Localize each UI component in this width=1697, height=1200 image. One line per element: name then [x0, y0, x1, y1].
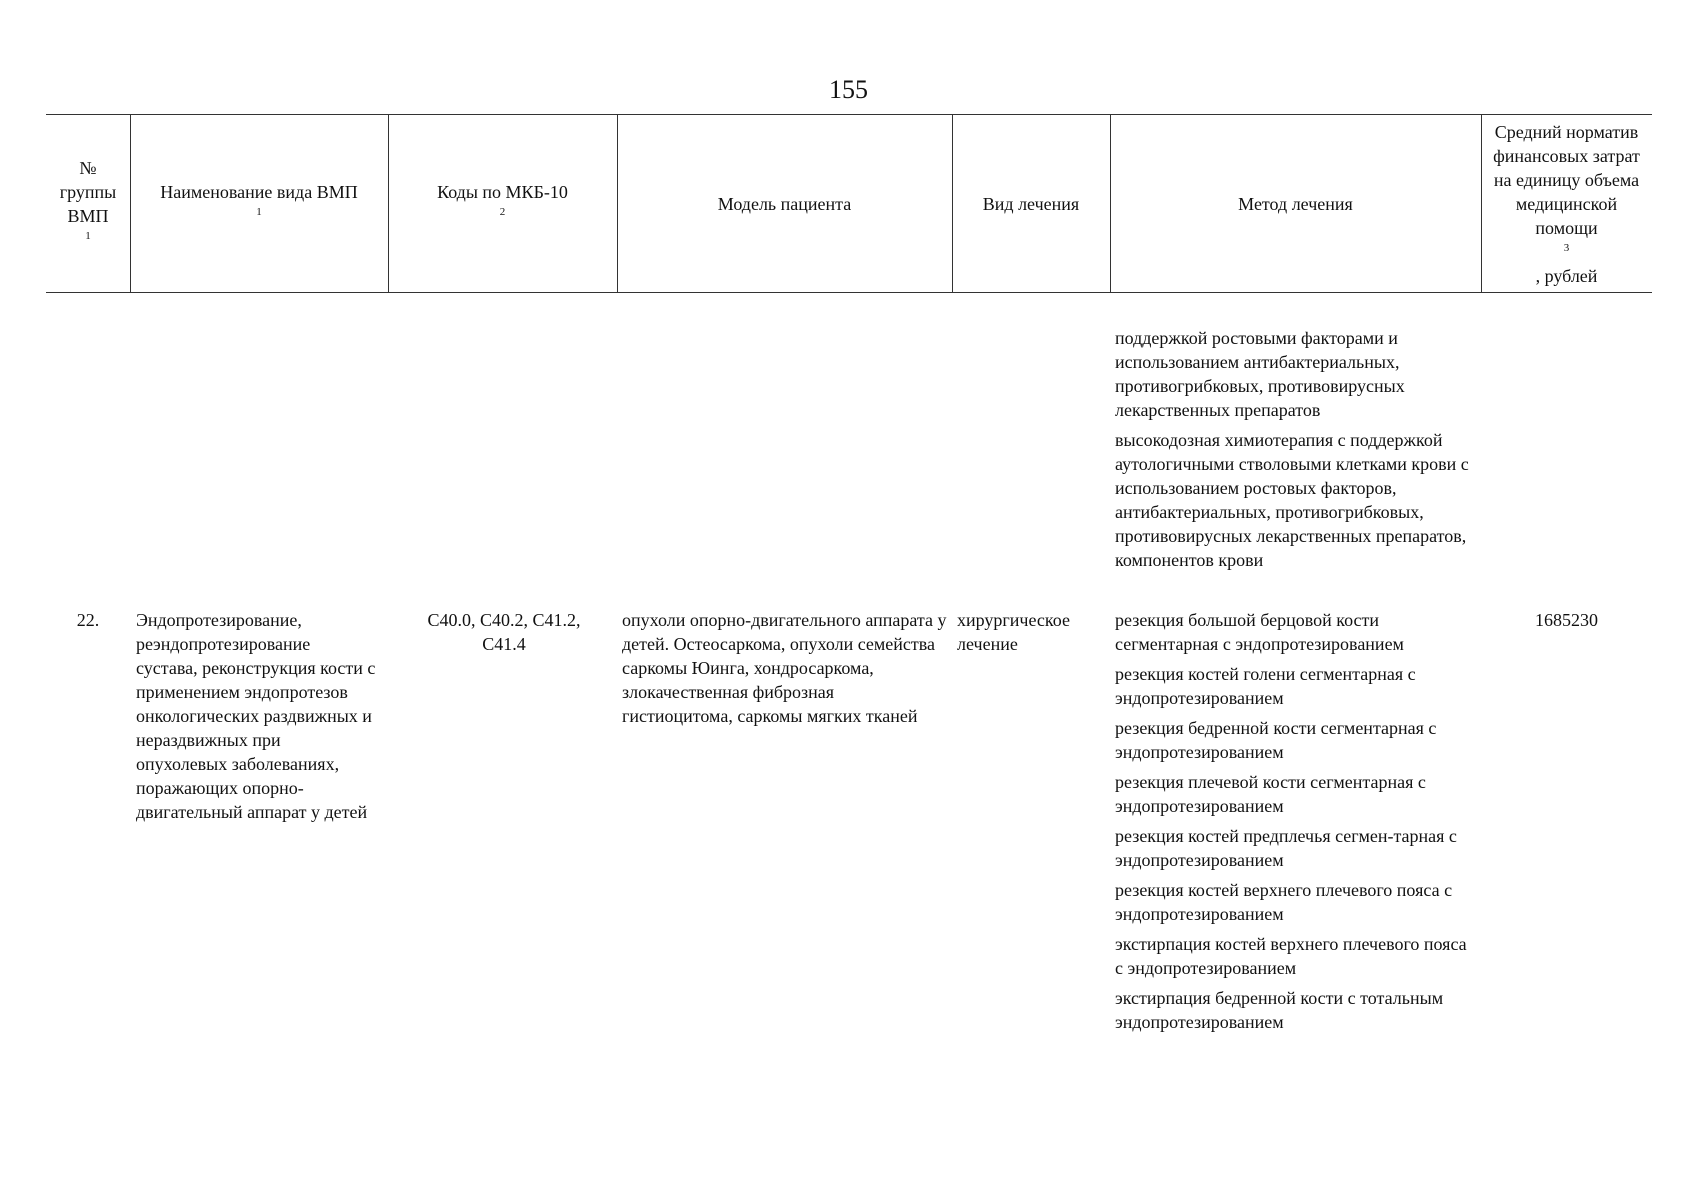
- row-group-number: 22.: [76, 610, 100, 630]
- method-item: резекция костей голени сегментарная с эндопротезированием: [1115, 664, 1416, 708]
- header-group-number: № группы ВМП $^1$: [59, 157, 117, 242]
- method-item: поддержкой ростовыми факторами и использованием антибактериальных, противогрибковых, противовирусных лекарственных препаратов: [1115, 328, 1405, 420]
- row-vmp-name: Эндопротезирование, реэндопротезирование сустава, реконструкция кости с применением эндопротезов онкологических раздвижных и нераздвижных при опухолевых заболеваниях, поражающих опорно-двигательный аппарат у детей: [136, 610, 376, 822]
- continuation-methods: [1115, 326, 1479, 578]
- method-item: резекция плечевой кости сегментарная с эндопротезированием: [1115, 772, 1426, 816]
- method-item: резекция бедренной кости сегментарная с эндопротезированием: [1115, 718, 1437, 762]
- row-methods: [1115, 608, 1479, 1040]
- method-item: экстирпация костей верхнего плечевого пояса с эндопротезированием: [1115, 934, 1467, 978]
- row-treatment-type: хирургическое лечение: [957, 610, 1070, 654]
- header-icd-codes: Коды по МКБ-10 $^2$: [437, 181, 568, 218]
- page-number: 155: [829, 75, 868, 104]
- header-patient-model: Модель пациента: [717, 193, 852, 214]
- header-treatment-type: Вид лечения: [982, 193, 1080, 214]
- row-patient-model: опухоли опорно-двигательного аппарата у детей. Остеосаркома, опухоли семейства саркомы Юинга, хондросаркома, злокачественная фиброзная гистиоцитома, саркомы мягких тканей: [622, 610, 947, 726]
- row-cost: 1685230: [1535, 610, 1598, 630]
- method-item: резекция костей предплечья сегмен-тарная с эндопротезированием: [1115, 826, 1457, 870]
- method-item: высокодозная химиотерапия с поддержкой аутологичными стволовыми клетками крови с использованием ростовых факторов, антибактериальных, противогрибковых, противовирусных лекарственных препаратов, компонентов крови: [1115, 430, 1469, 570]
- header-cost-standard: Средний норматив финансовых затрат на единицу объема медицинской помощи $^3$ , рублей: [1493, 121, 1640, 286]
- row-icd-codes: С40.0, С40.2, С41.2, С41.4: [427, 610, 581, 654]
- method-item: резекция большой берцовой кости сегментарная с эндопротезированием: [1115, 610, 1404, 654]
- header-treatment-method: Метод лечения: [1238, 193, 1353, 214]
- method-item: экстирпация бедренной кости с тотальным эндопротезированием: [1115, 988, 1444, 1032]
- method-item: резекция костей верхнего плечевого пояса с эндопротезированием: [1115, 880, 1453, 924]
- header-vmp-name: Наименование вида ВМП $^1$: [160, 181, 358, 218]
